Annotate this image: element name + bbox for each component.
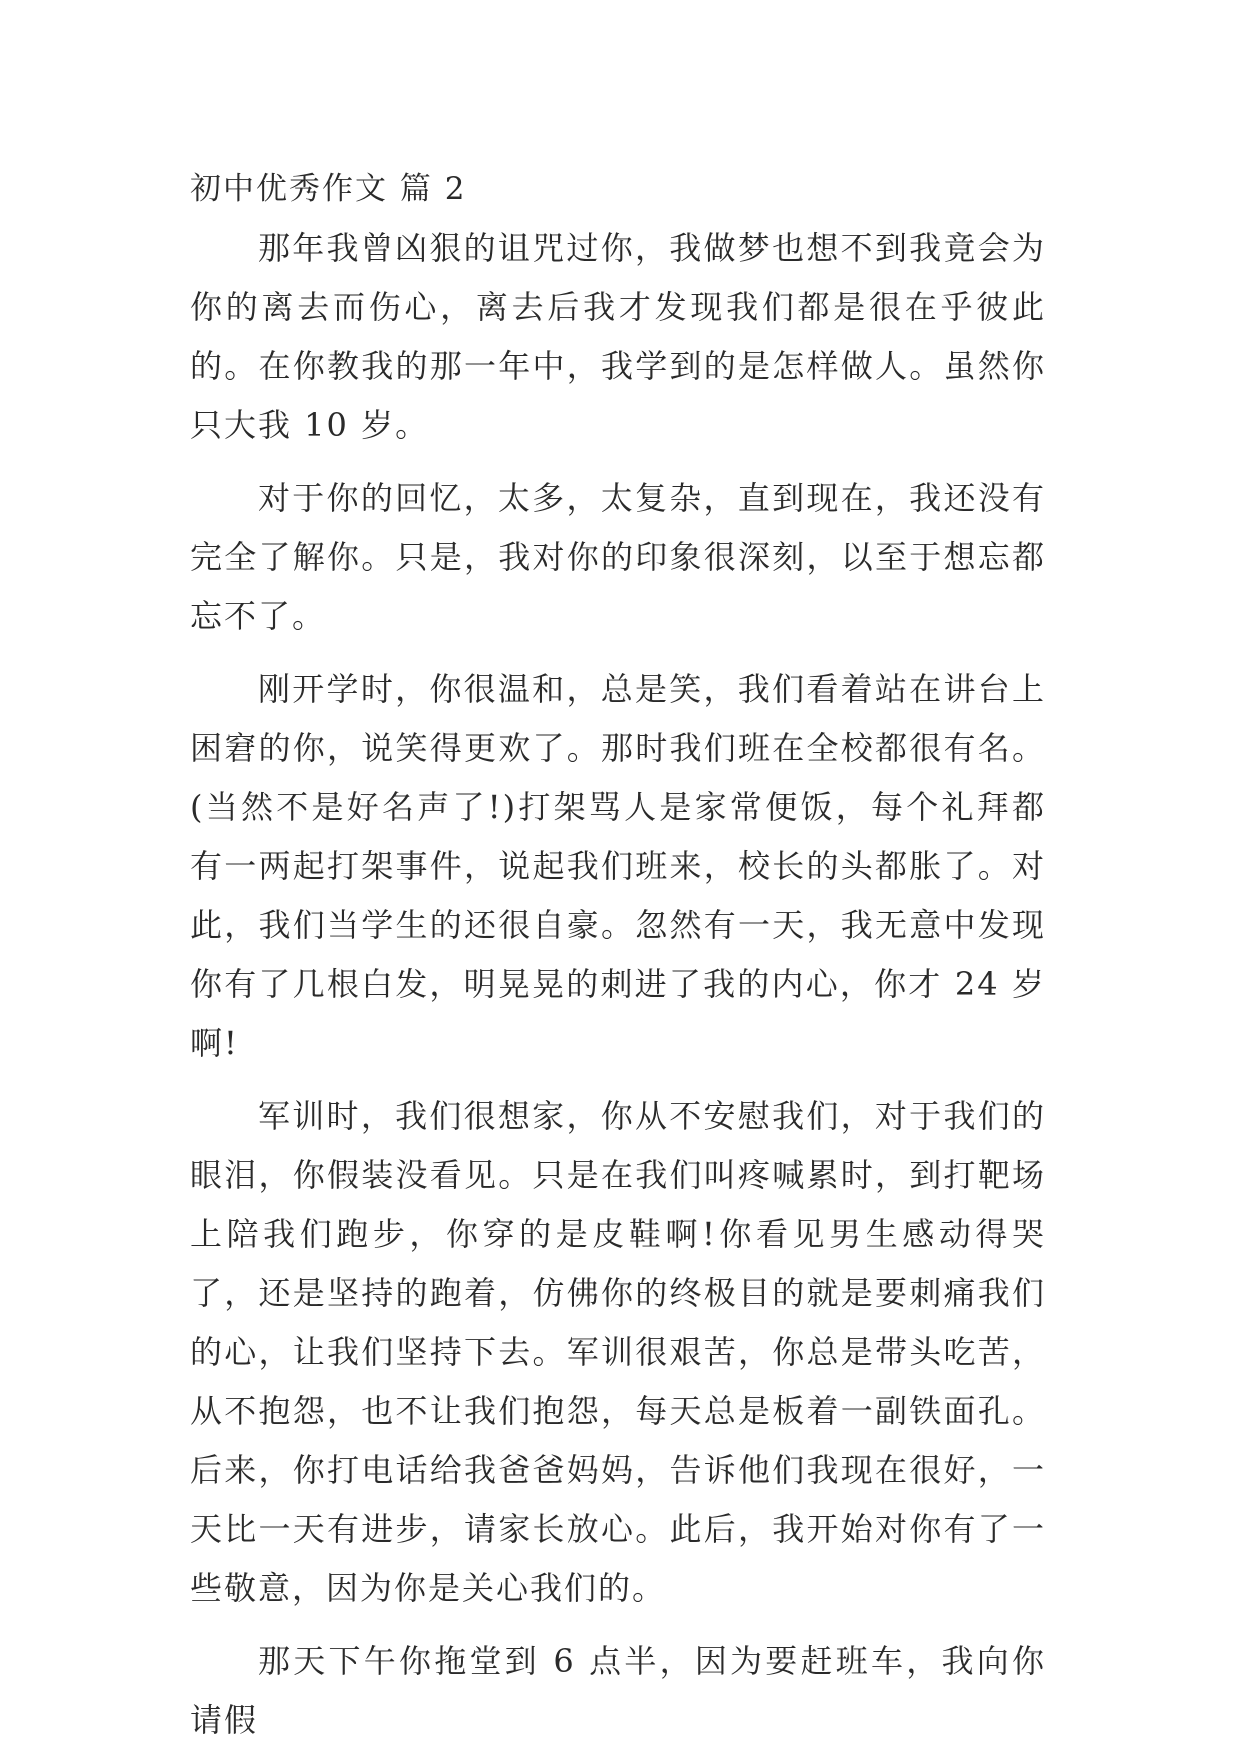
paragraph: 刚开学时，你很温和，总是笑，我们看着站在讲台上困窘的你，说笑得更欢了。那时我们班在全校都很有名。(当然不是好名声了!)打架骂人是家常便饭，每个礼拜都有一两起打架事件，说起我们班来，校长的头都胀了。对此，我们当学生的还很自豪。忽然有一天，我无意中发现你有了几根白发，明晃晃的刺进了我的内心，你才 24 岁啊! <box>190 670 1046 1062</box>
paragraph: 那天下午你拖堂到 6 点半，因为要赶班车，我向你请假 <box>190 1642 1046 1739</box>
document-body <box>190 160 1046 1764</box>
paragraph: 那年我曾凶狠的诅咒过你，我做梦也想不到我竟会为你的离去而伤心，离去后我才发现我们都是很在乎彼此的。在你教我的那一年中，我学到的是怎样做人。虽然你只大我 10 岁。 <box>190 229 1046 444</box>
paragraph: 军训时，我们很想家，你从不安慰我们，对于我们的眼泪，你假装没看见。只是在我们叫疼喊累时，到打靶场上陪我们跑步，你穿的是皮鞋啊!你看见男生感动得哭了，还是坚持的跑着，仿佛你的终极目的就是要刺痛我们的心，让我们坚持下去。军训很艰苦，你总是带头吃苦，从不抱怨，也不让我们抱怨，每天总是板着一副铁面孔。后来，你打电话给我爸爸妈妈，告诉他们我现在很好，一天比一天有进步，请家长放心。此后，我开始对你有了一些敬意，因为你是关心我们的。 <box>190 1097 1046 1607</box>
paragraph: 对于你的回忆，太多，太复杂，直到现在，我还没有完全了解你。只是，我对你的印象很深刻，以至于想忘都忘不了。 <box>190 479 1046 635</box>
document-title: 初中优秀作文 篇 2 <box>190 171 467 207</box>
